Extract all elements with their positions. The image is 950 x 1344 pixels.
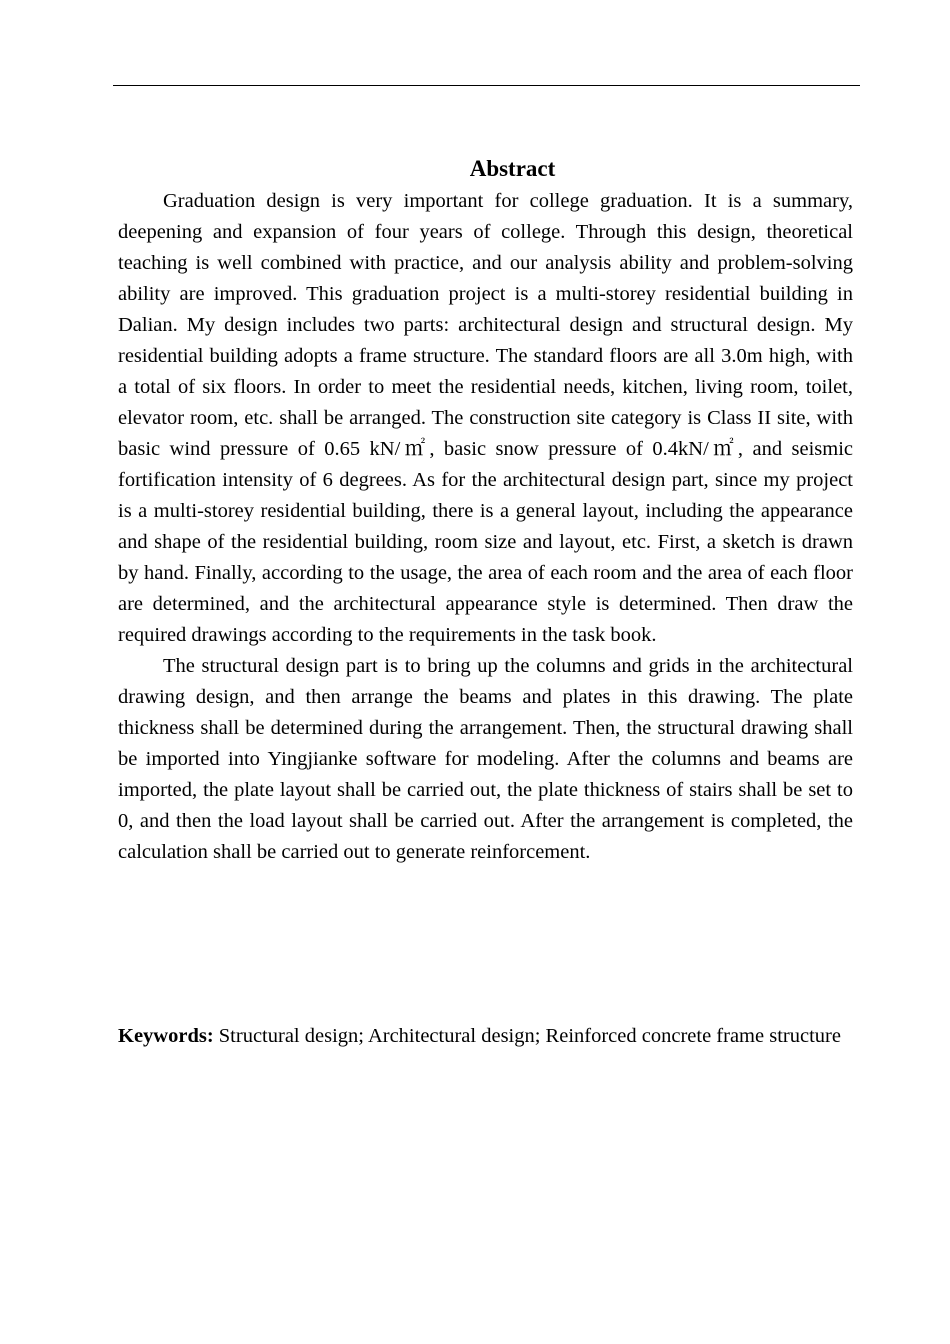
- abstract-section: [118, 152, 853, 868]
- abstract-paragraph-2: The structural design part is to bring up the columns and grids in the architectural drawing design, and then arrange the beams and plates in this drawing. The plate thickness shall be determined during the arrangement. Then, the structural drawing shall be imported into Yingjianke software for modeling. After the columns and beams are imported, the plate layout shall be carried out, the plate thickness of stairs shall be set to 0, and then the load layout shall be carried out. After the arrangement is completed, the calculation shall be carried out to generate reinforcement.: [118, 655, 853, 863]
- keywords-label: Keywords:: [118, 1025, 214, 1047]
- keywords-text: Structural design; Architectural design; Reinforced concrete frame structure: [218, 1025, 841, 1047]
- header-rule: [113, 85, 860, 86]
- keywords-line: [118, 1021, 853, 1052]
- abstract-paragraph-1: Graduation design is very important for college graduation. It is a summary, deepening and expansion of four years of college. Through this design, theoretical teaching is well combined with practice, and our analysis ability and problem-solving ability are improved. This graduation project is a multi-storey residential building in Dalian. My design includes two parts: architectural design and structural design. My residential building adopts a frame structure. The standard floors are all 3.0m high, with a total of six floors. In order to meet the residential needs, kitchen, living room, toilet, elevator room, etc. shall be arranged. The construction site category is Class II site, with basic wind pressure of 0.65 kN/㎡, basic snow pressure of 0.4kN/㎡, and seismic fortification intensity of 6 degrees. As for the architectural design part, since my project is a multi-storey residential building, there is a general layout, including the appearance and shape of the residential building, room size and layout, etc. First, a sketch is drawn by hand. Finally, according to the usage, the area of each room and the area of each floor are determined, and the architectural appearance style is determined. Then draw the required drawings according to the requirements in the task book.: [118, 190, 853, 646]
- abstract-title: Abstract: [469, 156, 556, 181]
